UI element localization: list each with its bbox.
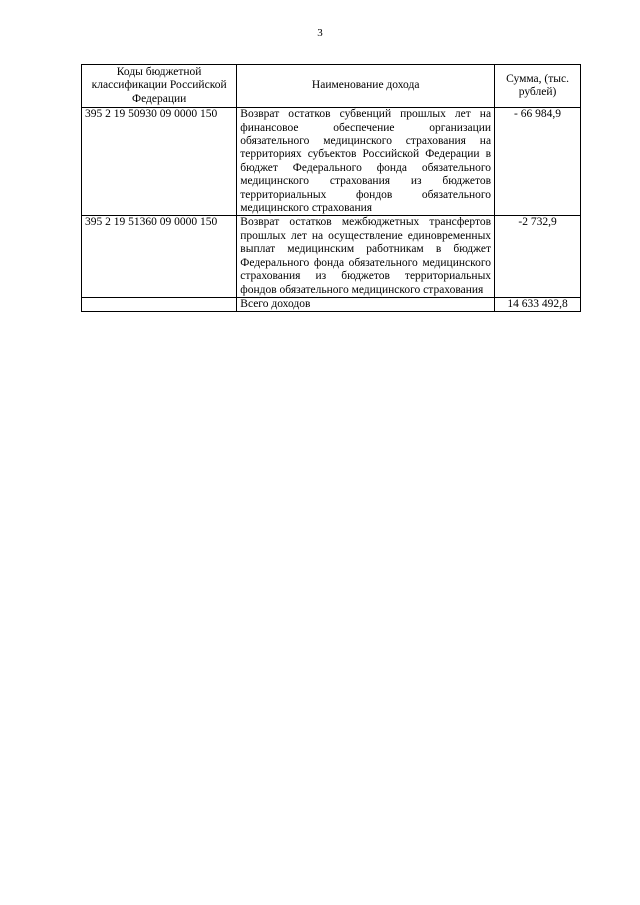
header-sum: Сумма, (тыс. рублей) bbox=[495, 65, 581, 108]
page-number: 3 bbox=[317, 27, 323, 39]
sum-cell: - 66 984,9 bbox=[495, 108, 581, 216]
revenue-name-cell: Возврат остатков межбюджетных трансфертов прошлых лет на осуществление единовременных выплат медицинским работникам в бюджет Федерального фонда обязательного медицинского страхования из бюджетов территориальных фондов обязательного медицинского страхования bbox=[237, 216, 495, 297]
header-budget-codes: Коды бюджетной классификации Российской Федерации bbox=[82, 65, 237, 108]
sum-cell: -2 732,9 bbox=[495, 216, 581, 297]
table-row bbox=[82, 108, 581, 216]
revenue-table bbox=[81, 64, 581, 312]
revenue-name-cell: Возврат остатков субвенций прошлых лет на финансовое обеспечение организации обязательного медицинского страхования на территориях субъектов Российской Федерации в бюджет Федерального фонда обязательного медицинского страхования из бюджетов территориальных фондов обязательного медицинского страхования bbox=[237, 108, 495, 216]
budget-code-cell: 395 2 19 51360 09 0000 150 bbox=[82, 216, 237, 297]
total-row bbox=[82, 297, 581, 311]
total-label: Всего доходов bbox=[237, 297, 495, 311]
total-code-cell bbox=[82, 297, 237, 311]
total-sum: 14 633 492,8 bbox=[495, 297, 581, 311]
budget-code-cell: 395 2 19 50930 09 0000 150 bbox=[82, 108, 237, 216]
header-revenue-name: Наименование дохода bbox=[237, 65, 495, 108]
table-header-row bbox=[82, 65, 581, 108]
table-row bbox=[82, 216, 581, 297]
